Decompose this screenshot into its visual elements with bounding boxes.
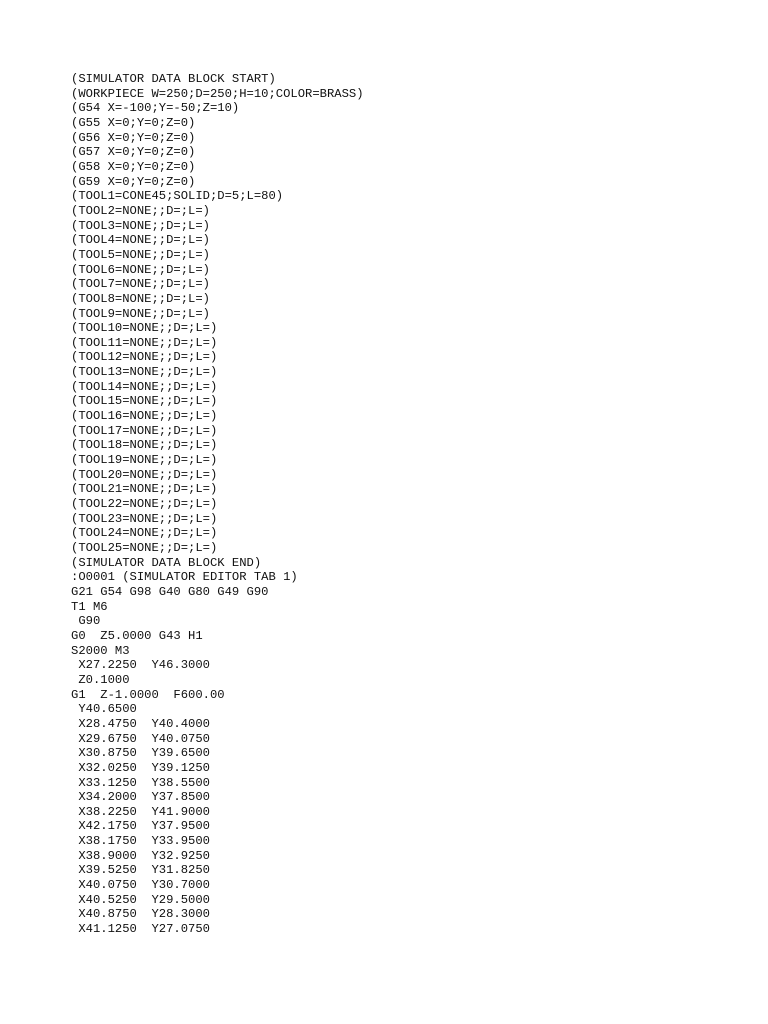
code-line: (TOOL3=NONE;;D=;L=) — [71, 218, 210, 233]
code-line: X39.5250 Y31.8250 — [71, 863, 210, 878]
code-line: (TOOL14=NONE;;D=;L=) — [71, 379, 218, 394]
code-line: X38.2250 Y41.9000 — [71, 804, 210, 819]
gcode-listing — [71, 72, 364, 937]
code-line: (TOOL16=NONE;;D=;L=) — [71, 409, 218, 424]
code-line: (WORKPIECE W=250;D=250;H=10;COLOR=BRASS) — [71, 86, 364, 101]
code-line: Z0.1000 — [71, 672, 130, 687]
code-line: (TOOL19=NONE;;D=;L=) — [71, 453, 218, 468]
code-line: (TOOL15=NONE;;D=;L=) — [71, 394, 218, 409]
code-line: (TOOL4=NONE;;D=;L=) — [71, 233, 210, 248]
code-line: X30.8750 Y39.6500 — [71, 746, 210, 761]
code-line: X42.1750 Y37.9500 — [71, 819, 210, 834]
code-line: X40.0750 Y30.7000 — [71, 878, 210, 893]
code-line: (G56 X=0;Y=0;Z=0) — [71, 130, 196, 145]
code-line: S2000 M3 — [71, 643, 130, 658]
code-line: X29.6750 Y40.0750 — [71, 731, 210, 746]
code-line: (TOOL24=NONE;;D=;L=) — [71, 526, 218, 541]
code-line: G21 G54 G98 G40 G80 G49 G90 — [71, 584, 269, 599]
code-line: X27.2250 Y46.3000 — [71, 658, 210, 673]
code-line: (SIMULATOR DATA BLOCK START) — [71, 72, 276, 86]
code-line: (TOOL12=NONE;;D=;L=) — [71, 350, 218, 365]
code-line: (TOOL1=CONE45;SOLID;D=5;L=80) — [71, 189, 284, 204]
code-line: (TOOL7=NONE;;D=;L=) — [71, 277, 210, 292]
code-line: X41.1250 Y27.0750 — [71, 922, 210, 937]
code-line: (G54 X=-100;Y=-50;Z=10) — [71, 101, 240, 116]
code-line: (TOOL25=NONE;;D=;L=) — [71, 541, 218, 555]
code-line: X33.1250 Y38.5500 — [71, 775, 210, 790]
code-line: (TOOL8=NONE;;D=;L=) — [71, 291, 210, 306]
code-line: (TOOL2=NONE;;D=;L=) — [71, 203, 210, 218]
code-line: (TOOL21=NONE;;D=;L=) — [71, 482, 218, 497]
code-line: G1 Z-1.0000 F600.00 — [71, 687, 225, 702]
code-line: (TOOL13=NONE;;D=;L=) — [71, 365, 218, 380]
code-line: (TOOL18=NONE;;D=;L=) — [71, 438, 218, 453]
code-line: (G59 X=0;Y=0;Z=0) — [71, 174, 196, 189]
code-line: (TOOL11=NONE;;D=;L=) — [71, 335, 218, 350]
code-line: Y40.6500 — [71, 702, 137, 717]
code-line: (TOOL9=NONE;;D=;L=) — [71, 306, 210, 321]
code-line: (G55 X=0;Y=0;Z=0) — [71, 115, 196, 130]
code-line: (G57 X=0;Y=0;Z=0) — [71, 145, 196, 160]
code-line: (TOOL22=NONE;;D=;L=) — [71, 497, 218, 512]
code-line: X38.9000 Y32.9250 — [71, 848, 210, 863]
code-line: (TOOL5=NONE;;D=;L=) — [71, 247, 210, 262]
code-line: (TOOL6=NONE;;D=;L=) — [71, 262, 210, 277]
code-line: (SIMULATOR DATA BLOCK END) — [71, 555, 262, 570]
code-line: (TOOL23=NONE;;D=;L=) — [71, 511, 218, 526]
code-line: G0 Z5.0000 G43 H1 — [71, 628, 203, 643]
code-line: X40.5250 Y29.5000 — [71, 892, 210, 907]
code-line: (TOOL17=NONE;;D=;L=) — [71, 423, 218, 438]
code-line: X40.8750 Y28.3000 — [71, 907, 210, 922]
code-line: :O0001 (SIMULATOR EDITOR TAB 1) — [71, 570, 298, 585]
code-line: T1 M6 — [71, 599, 108, 614]
code-line: (TOOL10=NONE;;D=;L=) — [71, 321, 218, 336]
code-line: (TOOL20=NONE;;D=;L=) — [71, 467, 218, 482]
code-line: (G58 X=0;Y=0;Z=0) — [71, 159, 196, 174]
code-line: X38.1750 Y33.9500 — [71, 834, 210, 849]
code-line: G90 — [71, 614, 101, 629]
code-line: X32.0250 Y39.1250 — [71, 760, 210, 775]
code-line: X34.2000 Y37.8500 — [71, 790, 210, 805]
code-line: X28.4750 Y40.4000 — [71, 716, 210, 731]
